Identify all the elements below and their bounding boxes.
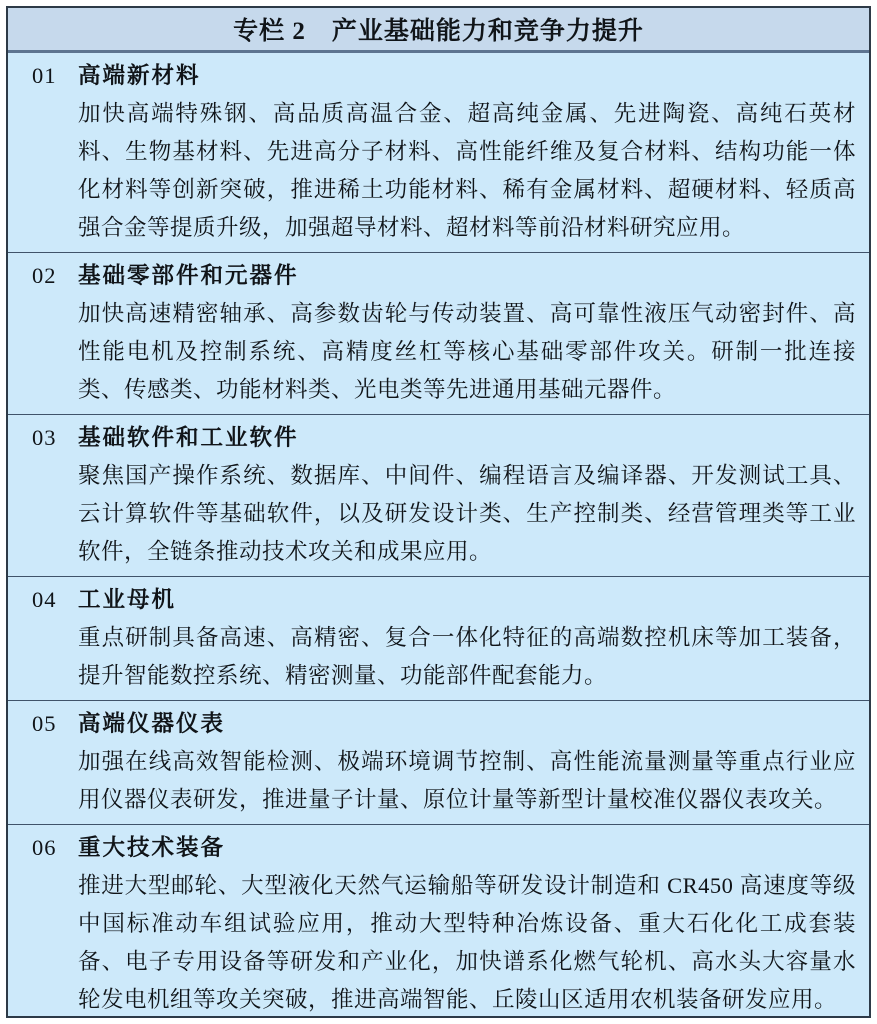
section-head <box>8 57 869 95</box>
section-04-machine-tools <box>8 576 869 700</box>
section-head <box>8 705 869 743</box>
section-06-major-equipment <box>8 824 869 1018</box>
section-number: 04 <box>32 587 57 612</box>
section-number: 06 <box>32 835 57 860</box>
section-title: 高端新材料 <box>78 63 201 88</box>
section-title: 重大技术装备 <box>78 835 226 860</box>
section-02-basic-components <box>8 252 869 414</box>
box-title: 专栏 2 产业基础能力和竞争力提升 <box>233 18 644 45</box>
policy-box-panel <box>6 6 871 1018</box>
section-number: 03 <box>32 425 57 450</box>
section-title: 基础零部件和元器件 <box>78 263 299 288</box>
section-body: 加强在线高效智能检测、极端环境调节控制、高性能流量测量等重点行业应用仪器仪表研发，推进量子计量、原位计量等新型计量校准仪器仪表攻关。 <box>78 749 856 812</box>
section-number: 05 <box>32 711 57 736</box>
section-head <box>8 419 869 457</box>
section-body: 重点研制具备高速、高精密、复合一体化特征的高端数控机床等加工装备，提升智能数控系统、精密测量、功能部件配套能力。 <box>78 625 856 688</box>
section-body: 聚焦国产操作系统、数据库、中间件、编程语言及编译器、开发测试工具、云计算软件等基础软件，以及研发设计类、生产控制类、经营管理类等工业软件，全链条推动技术攻关和成果应用。 <box>78 463 856 564</box>
section-head <box>8 829 869 867</box>
section-05-instruments <box>8 700 869 824</box>
section-03-basic-software <box>8 414 869 576</box>
section-title: 工业母机 <box>78 587 177 612</box>
section-number: 02 <box>32 263 57 288</box>
section-head <box>8 581 869 619</box>
section-body: 推进大型邮轮、大型液化天然气运输船等研发设计制造和 CR450 高速度等级中国标准动车组试验应用，推动大型特种冶炼设备、重大石化化工成套装备、电子专用设备等研发和产业化，加快谱系化燃气轮机、高水头大容量水轮发电机组等攻关突破，推进高端智能、丘陵山区适用农机装备研发应用。 <box>78 873 856 1012</box>
section-title: 高端仪器仪表 <box>78 711 226 736</box>
section-body: 加快高端特殊钢、高品质高温合金、超高纯金属、先进陶瓷、高纯石英材料、生物基材料、先进高分子材料、高性能纤维及复合材料、结构功能一体化材料等创新突破，推进稀土功能材料、稀有金属材料、超硬材料、轻质高强合金等提质升级，加强超导材料、超材料等前沿材料研究应用。 <box>78 101 856 240</box>
section-01-new-materials <box>8 53 869 252</box>
box-header <box>8 8 869 53</box>
section-number: 01 <box>32 63 57 88</box>
section-head <box>8 257 869 295</box>
section-title: 基础软件和工业软件 <box>78 425 299 450</box>
section-body: 加快高速精密轴承、高参数齿轮与传动装置、高可靠性液压气动密封件、高性能电机及控制系统、高精度丝杠等核心基础零部件攻关。研制一批连接类、传感类、功能材料类、光电类等先进通用基础元器件。 <box>78 301 856 402</box>
